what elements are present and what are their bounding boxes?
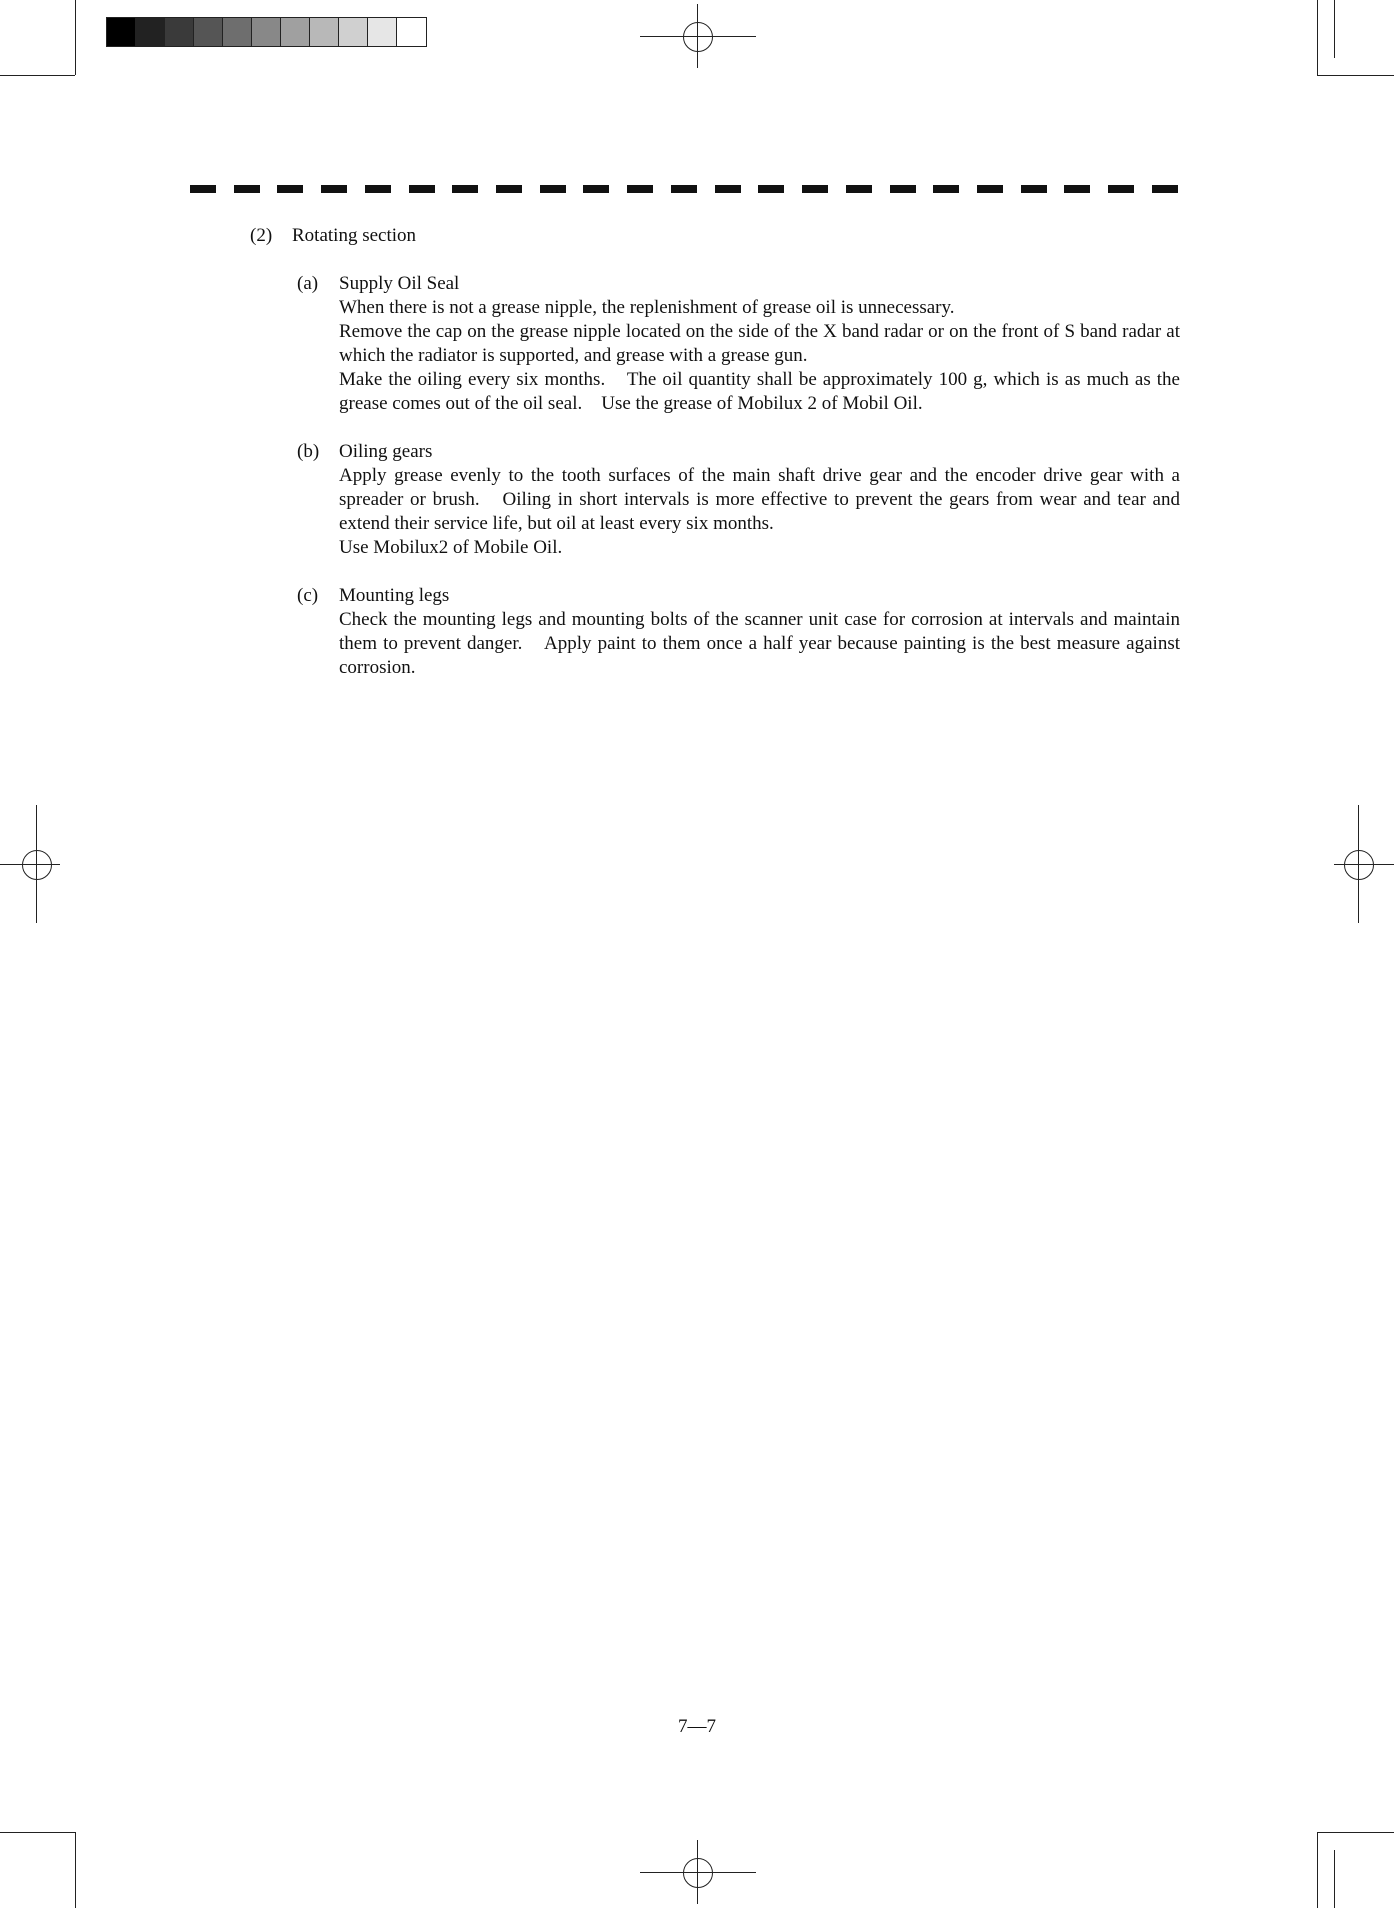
section-number: (2)	[250, 225, 273, 246]
item-b-heading	[297, 440, 432, 464]
registration-crosshair-left	[0, 805, 60, 923]
grayscale-swatch	[397, 18, 426, 46]
paragraph: Make the oiling every six months. The oil quantity shall be approximately 100 g, which is as much as the grease comes out of the oil seal. Use the grease of Mobilux 2 of Mobil Oil.	[339, 369, 1180, 414]
dash-segment	[1152, 185, 1178, 193]
dash-segment	[583, 185, 609, 193]
item-letter: (a)	[297, 273, 319, 294]
dash-segment	[409, 185, 435, 193]
registration-crosshair-top	[640, 4, 756, 68]
paragraph: Remove the cap on the grease nipple located on the side of the X band radar or on the front of S band radar at which the radiator is supported, and grease with a grease gun.	[339, 321, 1180, 366]
grayscale-swatch	[107, 18, 136, 46]
dash-segment	[846, 185, 872, 193]
item-letter: (b)	[297, 441, 320, 462]
item-title: Supply Oil Seal	[339, 273, 460, 294]
dash-segment	[277, 185, 303, 193]
section-heading	[250, 224, 416, 248]
grayscale-swatch	[194, 18, 223, 46]
dash-segment	[627, 185, 653, 193]
dash-segment	[190, 185, 216, 193]
dash-segment	[1064, 185, 1090, 193]
dash-segment	[365, 185, 391, 193]
dash-segment	[933, 185, 959, 193]
dash-segment	[671, 185, 697, 193]
grayscale-swatch	[223, 18, 252, 46]
grayscale-calibration-strip	[106, 17, 427, 47]
grayscale-swatch	[252, 18, 281, 46]
item-b-body	[339, 464, 1180, 560]
paragraph: Check the mounting legs and mounting bolts of the scanner unit case for corrosion at intervals and maintain them to prevent danger. Apply paint to them once a half year because painting is the best measure against corrosion.	[339, 609, 1180, 678]
dash-segment	[758, 185, 784, 193]
dash-segment	[1021, 185, 1047, 193]
paragraph: When there is not a grease nipple, the replenishment of grease oil is unnecessary.	[339, 297, 955, 318]
paragraph: Apply grease evenly to the tooth surfaces of the main shaft drive gear and the encoder drive gear with a spreader or brush. Oiling in short intervals is more effective to prevent the gears from wear and tear and extend their service life, but oil at least every six months.	[339, 465, 1180, 534]
item-a-heading	[297, 272, 459, 296]
grayscale-swatch	[368, 18, 397, 46]
grayscale-swatch	[165, 18, 194, 46]
dash-segment	[234, 185, 260, 193]
item-c-body	[339, 608, 1180, 680]
grayscale-swatch	[136, 18, 165, 46]
item-c-heading	[297, 584, 449, 608]
item-title: Mounting legs	[339, 585, 450, 606]
registration-crosshair-right	[1334, 805, 1394, 923]
registration-crosshair-bottom	[640, 1840, 756, 1904]
dash-segment	[321, 185, 347, 193]
dash-segment	[802, 185, 828, 193]
dash-segment	[496, 185, 522, 193]
dashed-header-rule	[190, 185, 1178, 193]
grayscale-swatch	[310, 18, 339, 46]
dash-segment	[890, 185, 916, 193]
dash-segment	[1108, 185, 1134, 193]
paragraph: Use Mobilux2 of Mobile Oil.	[339, 537, 563, 558]
dash-segment	[540, 185, 566, 193]
dash-segment	[452, 185, 478, 193]
item-letter: (c)	[297, 585, 319, 606]
grayscale-swatch	[281, 18, 310, 46]
dash-segment	[715, 185, 741, 193]
item-title: Oiling gears	[339, 441, 433, 462]
page-number: 7—7	[678, 1716, 716, 1737]
section-title: Rotating section	[292, 225, 417, 246]
item-a-body	[339, 296, 1180, 416]
grayscale-swatch	[339, 18, 368, 46]
dash-segment	[977, 185, 1003, 193]
